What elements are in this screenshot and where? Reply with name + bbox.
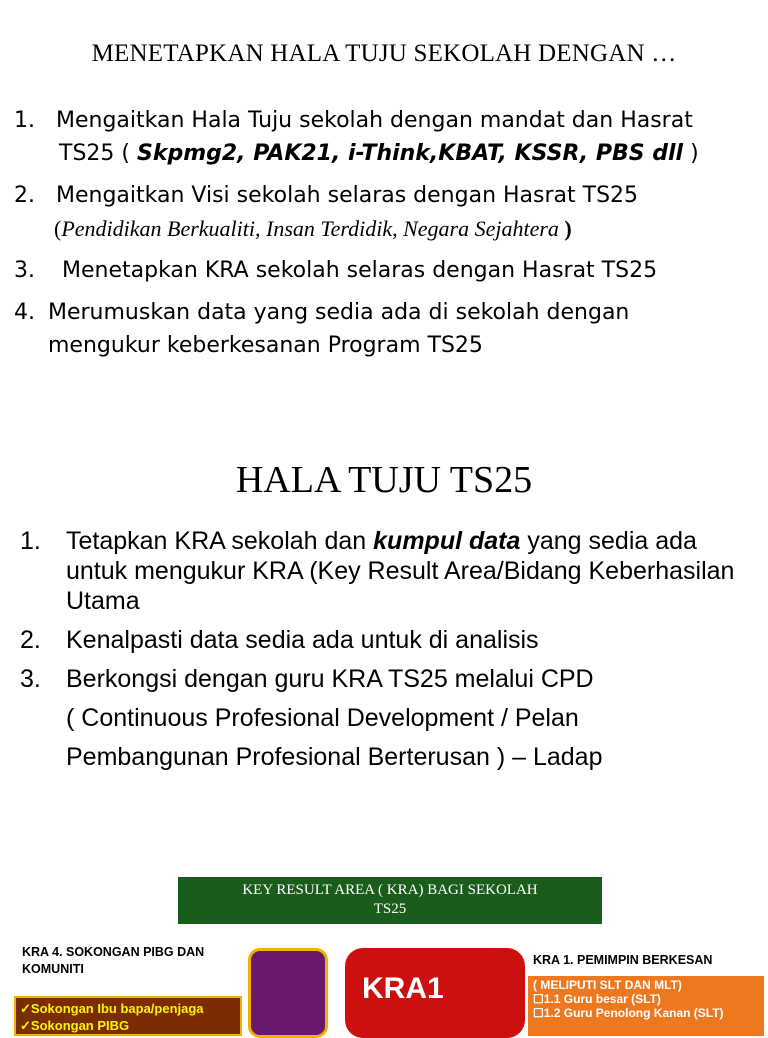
item-text: Kenalpasti data sedia ada untuk di analisis	[66, 626, 539, 654]
list-item	[20, 660, 760, 777]
kra1-item: ☐ 1.2 Guru Penolong Kanan (SLT)	[533, 1006, 759, 1020]
list-item	[20, 625, 760, 655]
item-number: 3.	[14, 258, 35, 283]
item-text-line2: ( Continuous Profesional Development / Pelan	[66, 704, 579, 732]
item-text-line2: TS25 ( Skpmg2, PAK21, i-Think,KBAT, KSSR, PBS dll )	[59, 141, 699, 166]
kra4-item: ✓ Sokongan Ibu bapa/penjaga	[20, 1000, 236, 1017]
kra-banner-line2: TS25	[373, 901, 407, 917]
kra4-box	[14, 996, 242, 1036]
kra-purple-shape	[248, 948, 328, 1038]
list-item	[20, 526, 760, 616]
kra4-label: KRA 4. SOKONGAN PIBG DAN KOMUNITI	[22, 945, 205, 976]
item-text: Mengaitkan Hala Tuju sekolah dengan mandat dan Hasrat	[56, 108, 693, 133]
section2-title: HALA TUJU TS25	[235, 459, 533, 501]
section1-list	[14, 104, 754, 371]
item-number: 2.	[14, 183, 35, 208]
item-text-line2: mengukur keberkesanan Program TS25	[48, 333, 483, 358]
kra1-box-title: ( MELIPUTI SLT DAN MLT)	[533, 978, 682, 992]
item-number: 1.	[14, 108, 35, 133]
item-text-line1: Berkongsi dengan guru KRA TS25 melalui CPD	[66, 665, 594, 693]
list-item	[14, 179, 754, 245]
item-number: 3.	[20, 665, 41, 693]
item-text-line3: Pembangunan Profesional Berterusan ) – Ladap	[66, 743, 603, 771]
kra-banner	[178, 877, 602, 924]
kra1-item: ☐ 1.1 Guru besar (SLT)	[533, 992, 759, 1006]
item-number: 4.	[14, 300, 35, 325]
item-text: Tetapkan KRA sekolah dan kumpul data yang sedia ada untuk mengukur KRA (Key Result Area/Bidang Keberhasilan Utama	[66, 527, 735, 615]
item-number: 1.	[20, 527, 41, 555]
kra-banner-line1: KEY RESULT AREA ( KRA) BAGI SEKOLAH	[242, 882, 538, 898]
item-text: Menetapkan KRA sekolah selaras dengan Hasrat TS25	[62, 258, 658, 283]
kra1-label: KRA 1. PEMIMPIN BERKESAN	[533, 953, 713, 967]
item-number: 2.	[20, 626, 41, 654]
item-text-line2: (Pendidikan Berkualiti, Insan Terdidik, Negara Sejahtera )	[54, 216, 572, 241]
item-text: Mengaitkan Visi sekolah selaras dengan Hasrat TS25	[56, 183, 639, 208]
section1-title: MENETAPKAN HALA TUJU SEKOLAH DENGAN …	[91, 40, 677, 67]
kra1-box	[528, 976, 764, 1036]
list-item	[14, 254, 754, 287]
list-item	[14, 296, 754, 362]
item-text: Merumuskan data yang sedia ada di sekolah dengan	[48, 300, 630, 325]
list-item	[14, 104, 754, 170]
section2-list	[20, 526, 760, 786]
kra4-item: ✓ Sokongan PIBG	[20, 1017, 236, 1034]
kra1-center-label: KRA1	[362, 972, 444, 1005]
